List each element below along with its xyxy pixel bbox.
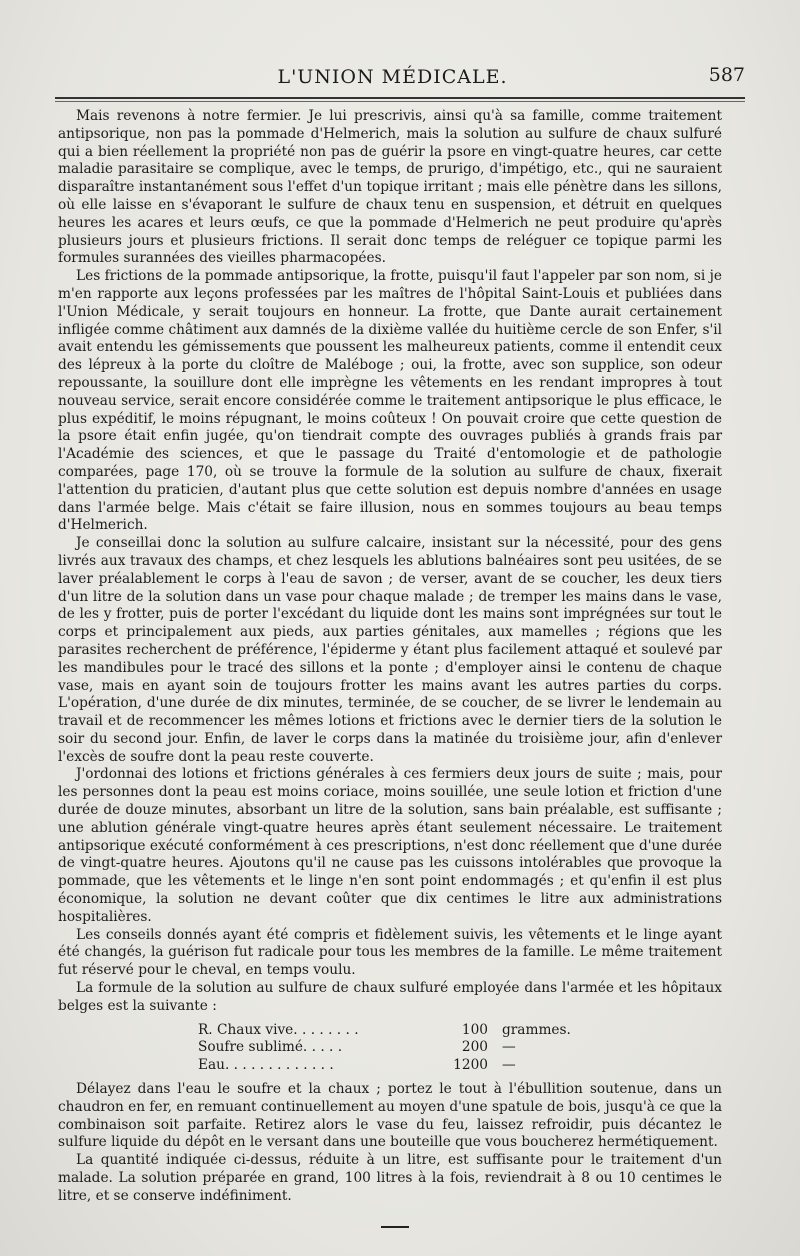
page-header — [40, 66, 745, 96]
paragraph: Délayez dans l'eau le soufre et la chaux ; portez le tout à l'ébullition soutenue, dans un chaudron en fer, en remuant continuellement au moyen d'une spatule de bois, jusqu'à ce que la combinaison soit parfaite. Retirez alors le vase du feu, laissez refroidir, puis décantez le sulfure liquide du dépôt en le versant dans une bouteille que vous boucherez hermétiquement. — [58, 1081, 722, 1151]
formula-row — [58, 1022, 722, 1040]
formula-row — [58, 1039, 722, 1057]
formula-ingredient: R. Chaux vive. . . . . . . . — [198, 1021, 359, 1038]
formula-ingredient: Soufre sublimé. . . . . — [198, 1039, 343, 1056]
formula-unit: grammes. — [502, 1021, 571, 1038]
formula-quantity: 100 — [461, 1021, 488, 1038]
formula-table — [58, 1022, 722, 1075]
formula-quantity: 200 — [461, 1039, 488, 1056]
body-text — [58, 108, 722, 1206]
header-rule — [55, 97, 745, 99]
formula-unit: — — [502, 1057, 516, 1074]
paragraph: La formule de la solution au sulfure de chaux sulfuré employée dans l'armée et les hôpitaux belges est la suivante : — [58, 980, 722, 1014]
paragraph: Les conseils donnés ayant été compris et fidèlement suivis, les vêtements et le linge ayant été changés, la guérison fut radicale pour tous les membres de la famille. Le même traitement fut réservé pour le cheval, en temps voulu. — [58, 926, 722, 979]
formula-ingredient: Eau. . . . . . . . . . . . . — [198, 1057, 334, 1074]
formula-row — [58, 1057, 722, 1075]
formula-unit: — — [502, 1039, 516, 1056]
footer-rule — [381, 1226, 409, 1228]
paragraph: La quantité indiquée ci-dessus, réduite à un litre, est suffisante pour le traitement d'un malade. La solution préparée en grand, 100 litres à la fois, reviendrait à 8 ou 10 centimes le litre, et se conserve indéfiniment. — [58, 1152, 722, 1204]
paragraph: J'ordonnai des lotions et frictions générales à ces fermiers deux jours de suite ; mais, pour les personnes dont la peau est moins coriace, moins souillée, une seule lotion et friction d'une durée de douze minutes, absorbant un litre de la solution, sans bain préalable, est suffisante ; une ablution générale vingt-quatre heures après étant seulement nécessaire. Le traitement antipsorique exécuté conformément à ces prescriptions, n'est donc réellement que d'une durée de vingt-quatre heures. Ajoutons qu'il ne cause pas les cuissons intolérables que provoque la pommade, que les vêtements et le linge n'en sont point endommagés ; et qu'enfin il est plus économique, la solution ne devant coûter que dix centimes le litre aux administrations hospitalières. — [58, 766, 722, 925]
running-title: L'UNION MÉDICALE. — [277, 66, 508, 88]
header-rule-thin — [55, 101, 745, 102]
page-number: 587 — [708, 64, 745, 86]
paragraph: Les frictions de la pommade antipsorique, la frotte, puisqu'il faut l'appeler par son nom, si je m'en rapporte aux leçons professées par les maîtres de l'hôpital Saint-Louis et publiées dans l'Union Médicale, y serait toujours en honneur. La frotte, que Dante aurait certainement infligée comme châtiment aux damnés de la dixième vallée du huitième cercle de son Enfer, s'il avait entendu les gémissements que poussent les malheureux patients, comme il entendit ceux des lépreux à la porte du cloître de Maléboge ; oui, la frotte, avec son supplice, son odeur repoussante, la souillure dont elle imprègne les vêtements en les rendant impropres à tout nouveau service, serait encore considérée comme le traitement antipsorique le plus efficace, le plus expéditif, le moins répugnant, le moins coûteux ! On pouvait croire que cette question de la psore était enfin jugée, qu'on tiendrait compte des ouvrages publiés à grands frais par l'Académie des sciences, et que le passage du Traité d'entomologie et de pathologie comparées, page 170, où se trouve la formule de la solution au sulfure de chaux, fixerait l'attention du praticien, d'autant plus que cette solution est depuis nombre d'années en usage dans l'armée belge. Mais c'était se faire illusion, nous en sommes toujours au beau temps d'Helmerich. — [58, 268, 722, 534]
paragraph: Mais revenons à notre fermier. Je lui prescrivis, ainsi qu'à sa famille, comme traitement antipsorique, non pas la pommade d'Helmerich, mais la solution au sulfure de chaux sulfuré qui a bien réellement la propriété non pas de guérir la psore en vingt-quatre heures, car cette maladie parasitaire se complique, avec le temps, de prurigo, d'impétigo, etc., qui ne sauraient disparaître instantanément sous l'effet d'un topique irritant ; mais elle pénètre dans les sillons, où elle laisse en s'évaporant le sulfure de chaux tenu en suspension, et détruit en quelques heures les acares et leurs œufs, ce que la pommade d'Helmerich ne peut produire qu'après plusieurs jours et plusieurs frictions. Il serait donc temps de reléguer ce topique parmi les formules surannées des vieilles pharmacopées. — [58, 108, 722, 267]
paragraph: Je conseillai donc la solution au sulfure calcaire, insistant sur la nécessité, pour des gens livrés aux travaux des champs, et chez lesquels les ablutions balnéaires sont peu usitées, de se laver préalablement le corps à l'eau de savon ; de verser, avant de se coucher, les deux tiers d'un litre de la solution dans un vase pour chaque malade ; de tremper les mains dans le vase, de les y frotter, puis de porter l'excédant du liquide dont les mains sont imprégnées sur tout le corps et principalement aux pieds, aux parties génitales, aux mamelles ; régions que les parasites recherchent de préférence, l'épiderme y étant plus facilement attaqué et soulevé par les mandibules pour le tracé des sillons et la ponte ; d'employer ainsi le contenu de chaque vase, mais en ayant soin de toujours frotter les mains avant les autres parties du corps. L'opération, d'une durée de dix minutes, terminée, de se coucher, de se livrer le lendemain au travail et de recommencer les mêmes lotions et frictions avec le dernier tiers de la solution le soir du second jour. Enfin, de laver le corps dans la matinée du troisième jour, afin d'enlever l'excès de soufre dont la peau reste couverte. — [58, 535, 722, 765]
formula-quantity: 1200 — [453, 1057, 488, 1074]
